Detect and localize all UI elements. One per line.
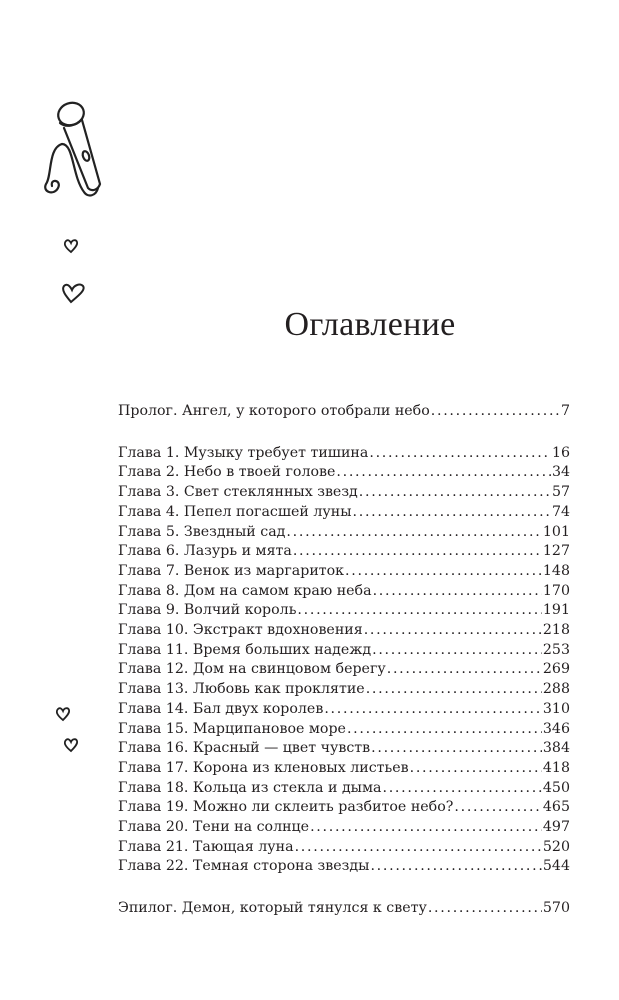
toc-entry-chapter[interactable] [118, 857, 570, 877]
toc-entry-chapter[interactable] [118, 483, 570, 503]
entry-page: 450 [542, 779, 570, 796]
toc-entry-chapter[interactable] [118, 601, 570, 621]
toc-entry-chapter[interactable] [118, 818, 570, 838]
entry-page: 497 [542, 819, 570, 836]
entry-page: 218 [542, 622, 570, 639]
dot-leader [382, 779, 541, 799]
entry-title: Глава 10. Экстракт вдохновения [118, 622, 363, 639]
dot-leader [310, 818, 542, 838]
toc-entry-chapter[interactable] [118, 562, 570, 582]
entry-title: Глава 17. Корона из кленовых листьев [118, 759, 409, 776]
entry-title: Глава 1. Музыку требует тишина [118, 444, 369, 461]
toc-entry-chapter[interactable] [118, 660, 570, 680]
heart-icon [62, 238, 80, 254]
entry-page: 310 [542, 700, 570, 717]
toc-entry-chapter[interactable] [118, 798, 570, 818]
toc-entry-chapter[interactable] [118, 641, 570, 661]
entry-page: 269 [542, 661, 570, 678]
entry-title: Пролог. Ангел, у которого отобрали небо [118, 403, 430, 419]
entry-page: 34 [551, 464, 570, 481]
entry-page: 384 [542, 740, 570, 757]
entry-title: Глава 16. Красный — цвет чувств [118, 740, 371, 757]
dot-leader [359, 483, 551, 503]
toc-entry-chapter[interactable] [118, 523, 570, 543]
dot-leader [345, 562, 542, 582]
entry-page: 57 [551, 484, 570, 501]
entry-page: 465 [542, 799, 570, 816]
toc-entry-prologue[interactable] [118, 402, 570, 422]
dot-leader [364, 621, 542, 641]
entry-page: 74 [551, 503, 570, 520]
entry-page: 418 [542, 759, 570, 776]
entry-page: 288 [542, 681, 570, 698]
dot-leader [353, 503, 551, 523]
entry-title: Глава 14. Бал двух королев [118, 700, 324, 717]
entry-title: Глава 6. Лазурь и мята [118, 543, 292, 560]
dot-leader [295, 838, 542, 858]
toc-entry-chapter[interactable] [118, 621, 570, 641]
entry-title: Глава 9. Волчий король [118, 602, 297, 619]
heart-icon [62, 737, 80, 753]
toc-entry-chapter[interactable] [118, 779, 570, 799]
entry-title: Глава 4. Пепел погасшей луны [118, 503, 352, 520]
entry-page: 7 [560, 403, 570, 419]
dot-leader [387, 660, 542, 680]
dot-leader [431, 402, 560, 422]
toc-entry-chapter[interactable] [118, 739, 570, 759]
entry-page: 16 [551, 444, 570, 461]
dot-leader [336, 463, 551, 483]
toc-entry-chapter[interactable] [118, 759, 570, 779]
dot-leader [371, 739, 542, 759]
toc-entry-chapter[interactable] [118, 444, 570, 464]
toc-entry-chapter[interactable] [118, 463, 570, 483]
entry-title: Глава 22. Темная сторона звезды [118, 858, 370, 875]
dot-leader [347, 720, 542, 740]
dot-leader [293, 542, 542, 562]
entry-page: 148 [542, 562, 570, 579]
page-title: Оглавление [284, 306, 456, 343]
entry-title: Глава 5. Звездный сад [118, 523, 286, 540]
entry-title: Глава 11. Время больших надежд [118, 641, 372, 658]
microphone-icon [38, 96, 118, 206]
entry-title: Глава 7. Венок из маргариток [118, 562, 345, 579]
entry-title: Глава 20. Тени на солнце [118, 819, 310, 836]
heart-icon [60, 282, 86, 304]
dot-leader [324, 700, 542, 720]
entry-title: Эпилог. Демон, который тянулся к свету [118, 900, 427, 917]
toc-entry-epilogue[interactable] [118, 899, 570, 919]
entry-title: Глава 12. Дом на свинцовом берегу [118, 661, 386, 678]
entry-page: 570 [542, 900, 570, 917]
dot-leader [286, 523, 541, 543]
dot-leader [370, 857, 541, 877]
dot-leader [410, 759, 542, 779]
dot-leader [373, 582, 542, 602]
entry-title: Глава 21. Тающая луна [118, 838, 294, 855]
dot-leader [369, 444, 551, 464]
entry-page: 191 [542, 602, 570, 619]
entry-page: 520 [542, 838, 570, 855]
entry-page: 127 [542, 543, 570, 560]
toc-entry-chapter[interactable] [118, 838, 570, 858]
entry-title: Глава 8. Дом на самом краю неба [118, 582, 372, 599]
entry-page: 253 [542, 641, 570, 658]
toc-entry-chapter[interactable] [118, 680, 570, 700]
table-of-contents [118, 402, 570, 919]
entry-page: 101 [542, 523, 570, 540]
entry-title: Глава 13. Любовь как проклятие [118, 681, 365, 698]
dot-leader [366, 680, 542, 700]
dot-leader [372, 641, 542, 661]
toc-entry-chapter[interactable] [118, 720, 570, 740]
entry-title: Глава 18. Кольца из стекла и дыма [118, 779, 382, 796]
entry-title: Глава 2. Небо в твоей голове [118, 464, 336, 481]
entry-page: 544 [542, 858, 570, 875]
entry-page: 346 [542, 720, 570, 737]
entry-title: Глава 15. Марципановое море [118, 720, 346, 737]
entry-title: Глава 19. Можно ли склеить разбитое небо? [118, 799, 454, 816]
toc-entry-chapter[interactable] [118, 700, 570, 720]
chapter-list [118, 444, 570, 877]
heart-icon [54, 706, 72, 722]
toc-entry-chapter[interactable] [118, 582, 570, 602]
dot-leader [428, 899, 542, 919]
dot-leader [297, 601, 541, 621]
entry-page: 170 [542, 582, 570, 599]
toc-entry-chapter[interactable] [118, 503, 570, 523]
dot-leader [454, 798, 542, 818]
entry-title: Глава 3. Свет стеклянных звезд [118, 484, 358, 501]
toc-entry-chapter[interactable] [118, 542, 570, 562]
